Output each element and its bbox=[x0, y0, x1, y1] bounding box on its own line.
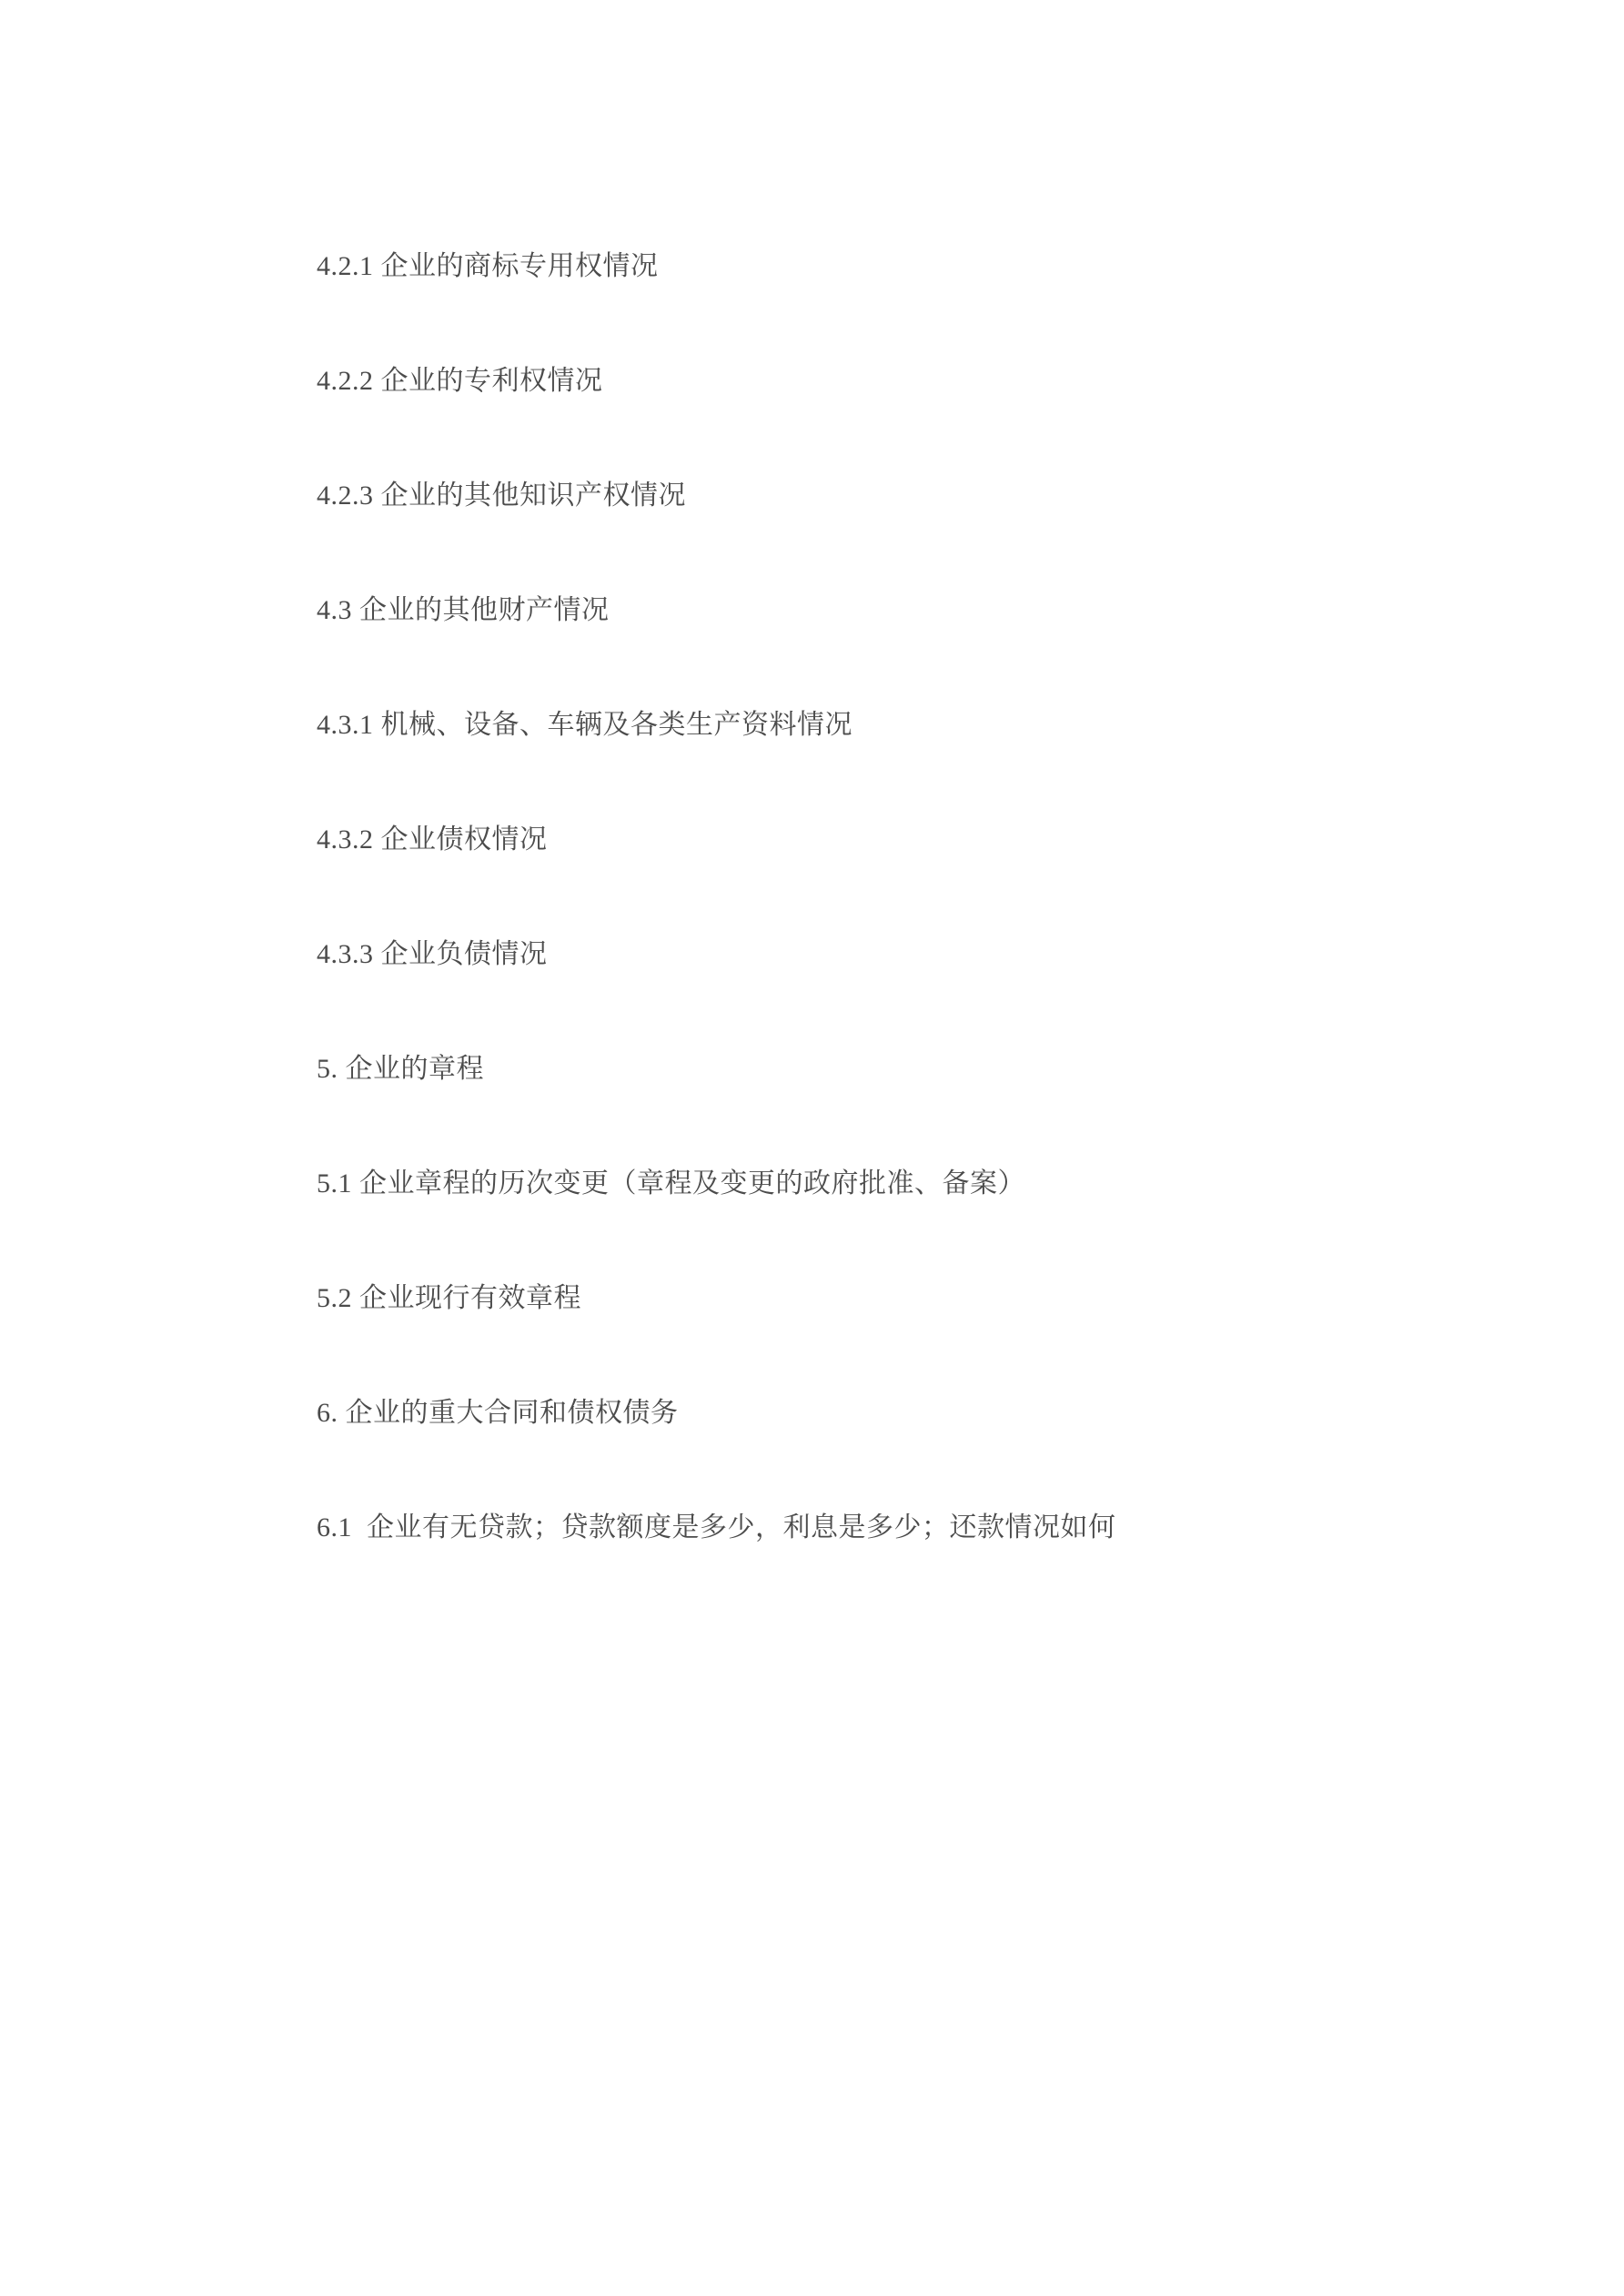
outline-item-4-2-3: 4.2.3 企业的其他知识产权情况 bbox=[317, 480, 686, 511]
outline-item-4-2-2: 4.2.2 企业的专利权情况 bbox=[317, 366, 603, 396]
outline-item-5: 5. 企业的章程 bbox=[317, 1054, 484, 1084]
outline-item-4-3-2: 4.3.2 企业债权情况 bbox=[317, 824, 548, 855]
outline-item-5-2: 5.2 企业现行有效章程 bbox=[317, 1283, 581, 1313]
outline-item-4-3: 4.3 企业的其他财产情况 bbox=[317, 595, 610, 625]
outline-item-6: 6. 企业的重大合同和债权债务 bbox=[317, 1398, 679, 1428]
outline-item-5-1: 5.1 企业章程的历次变更（章程及变更的政府批准、备案） bbox=[317, 1168, 1025, 1199]
outline-item-4-2-1: 4.2.1 企业的商标专用权情况 bbox=[317, 251, 659, 281]
outline-item-4-3-3: 4.3.3 企业负债情况 bbox=[317, 939, 548, 969]
outline-item-6-1: 6.1 企业有无贷款；贷款额度是多少，利息是多少；还款情况如何 bbox=[317, 1512, 1116, 1542]
outline-item-4-3-1: 4.3.1 机械、设备、车辆及各类生产资料情况 bbox=[317, 710, 852, 740]
document-body bbox=[317, 246, 1315, 1548]
